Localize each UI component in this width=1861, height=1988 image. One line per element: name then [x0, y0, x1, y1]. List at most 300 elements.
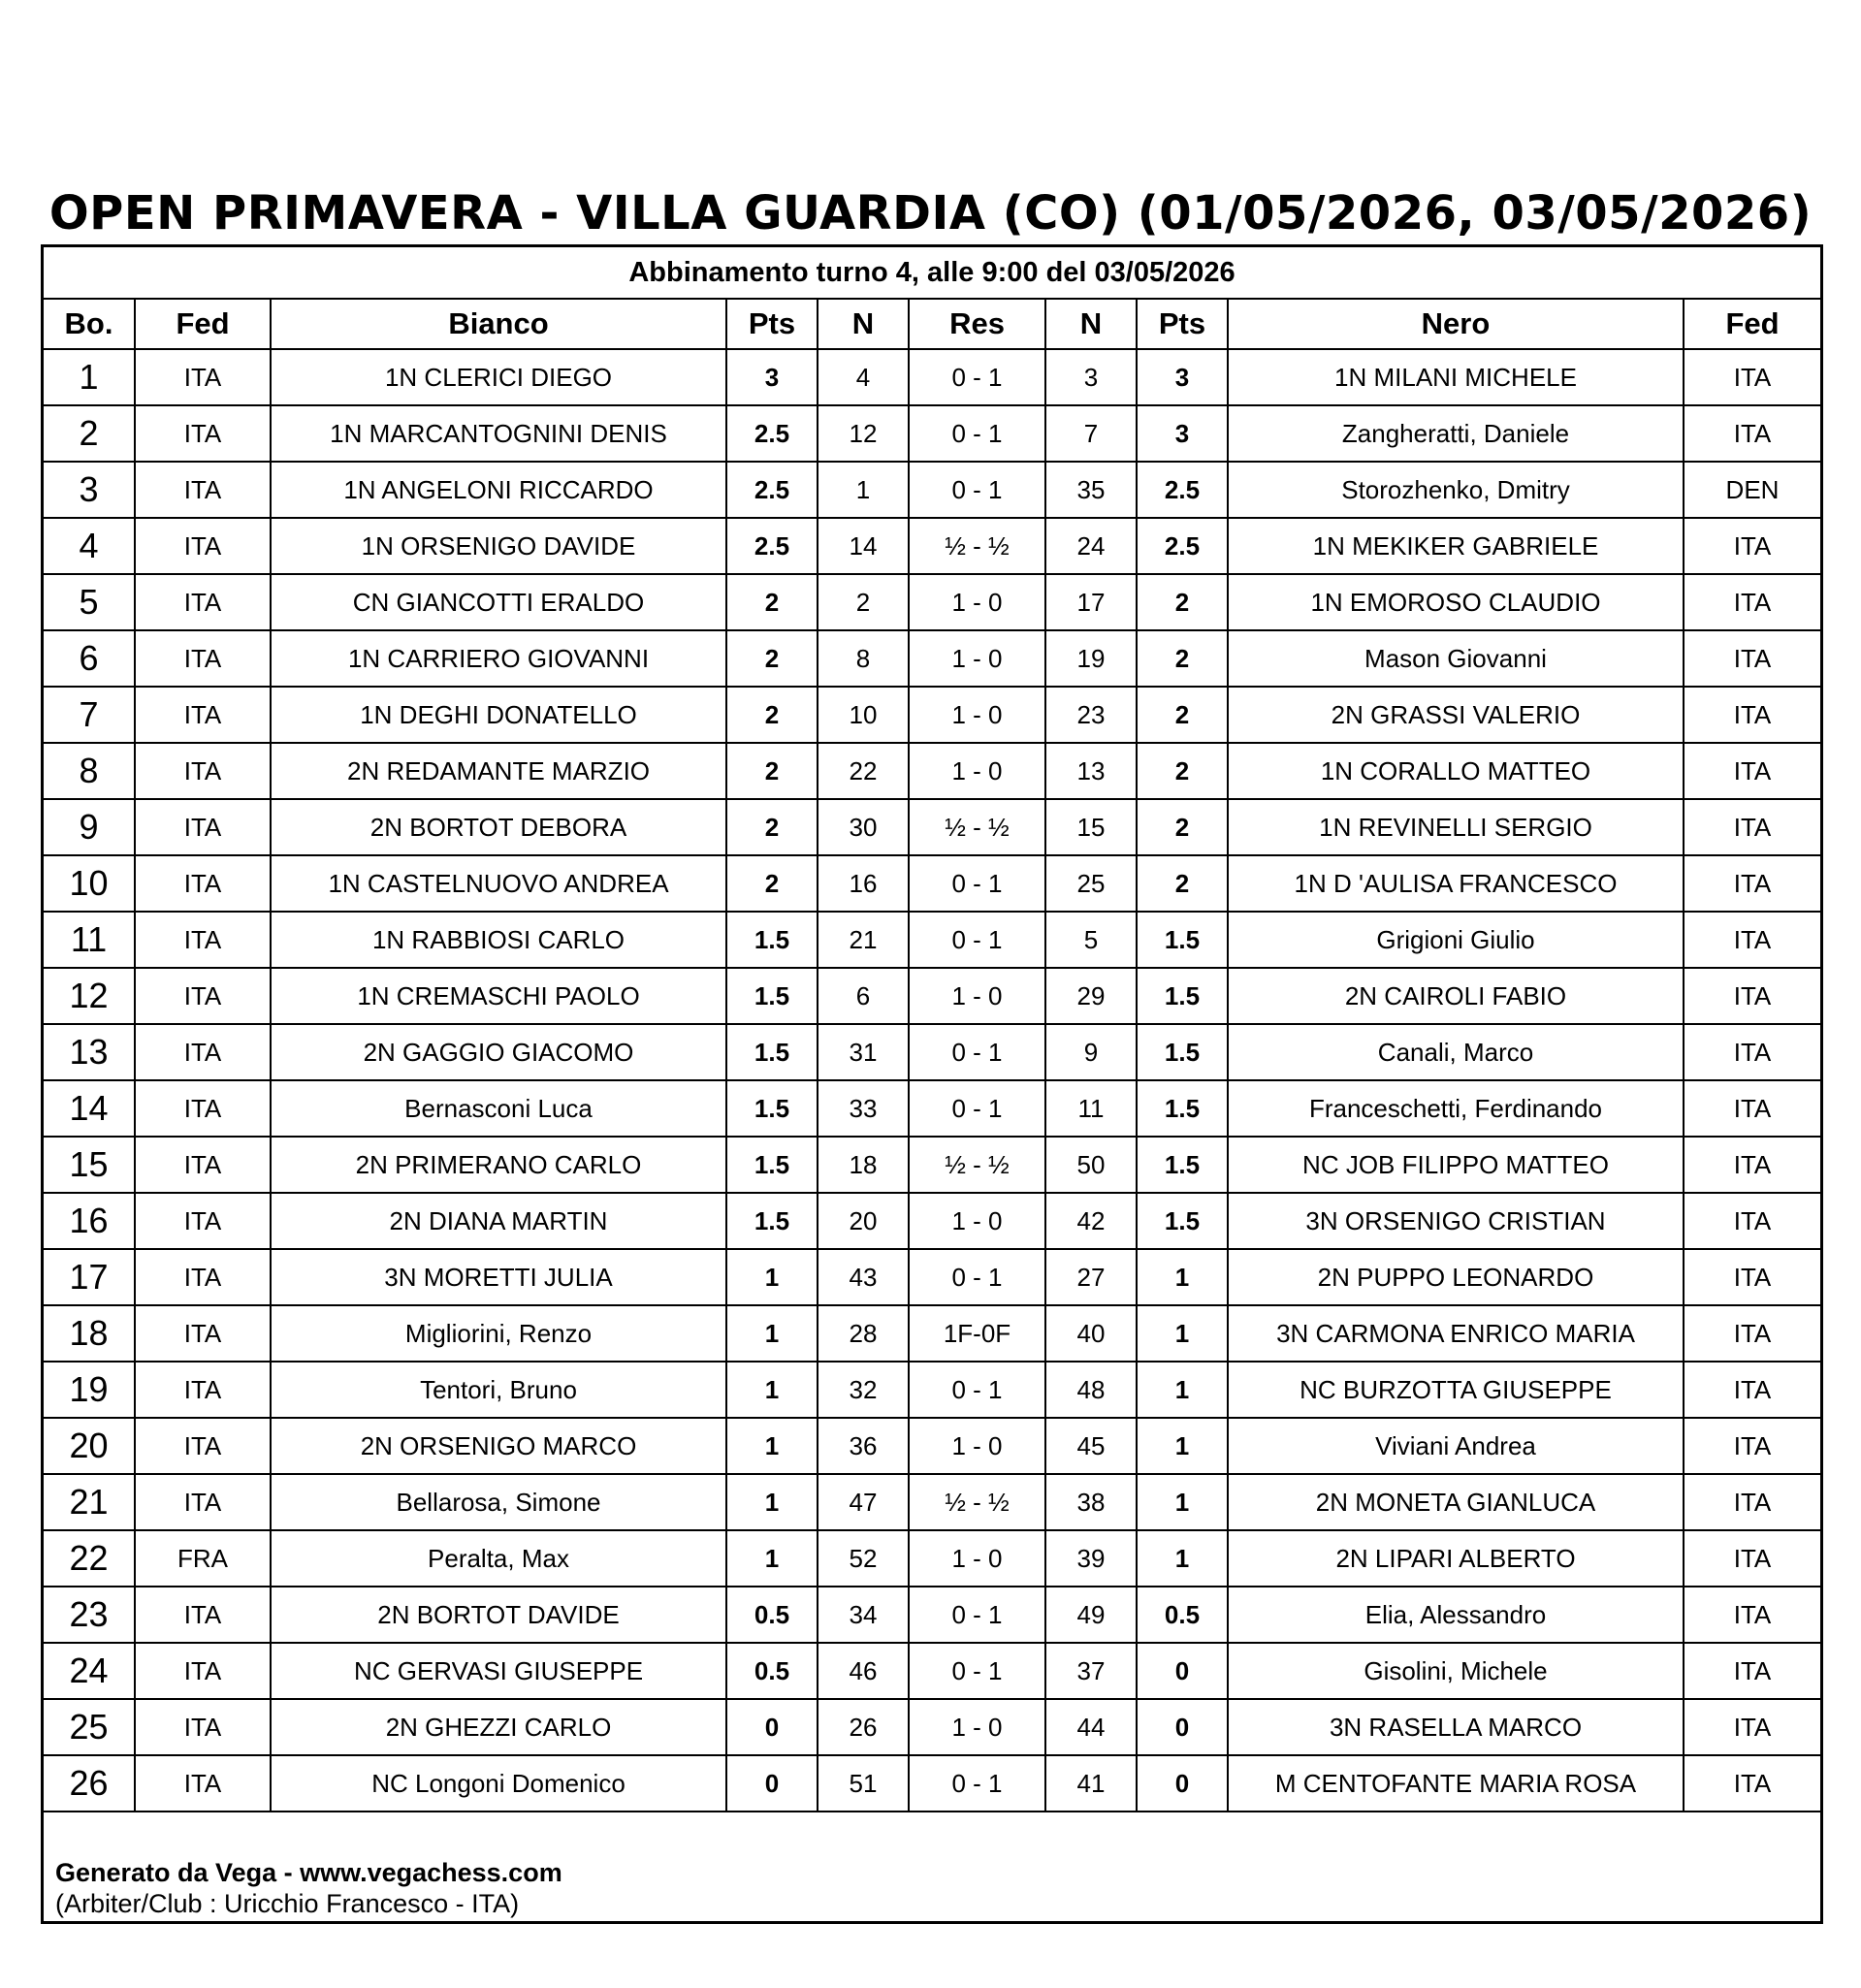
n-white: 26: [818, 1699, 909, 1755]
result: 0 - 1: [909, 1362, 1045, 1418]
result: 1 - 0: [909, 1530, 1045, 1587]
result: 0 - 1: [909, 462, 1045, 518]
fed-black: ITA: [1684, 630, 1820, 687]
result: 0 - 1: [909, 1249, 1045, 1305]
fed-white: ITA: [135, 1418, 271, 1474]
n-black: 29: [1045, 968, 1137, 1024]
header-row: [44, 299, 1820, 349]
fed-white: ITA: [135, 912, 271, 968]
fed-white: ITA: [135, 518, 271, 574]
black-player: Viviani Andrea: [1228, 1418, 1684, 1474]
white-player: 2N PRIMERANO CARLO: [271, 1137, 726, 1193]
pairings-body: [44, 349, 1820, 1812]
n-black: 35: [1045, 462, 1137, 518]
n-black: 40: [1045, 1305, 1137, 1362]
result: 0 - 1: [909, 1755, 1045, 1812]
n-white: 16: [818, 855, 909, 912]
n-black: 38: [1045, 1474, 1137, 1530]
fed-black: DEN: [1684, 462, 1820, 518]
pts-black: 0.5: [1137, 1587, 1228, 1643]
n-white: 43: [818, 1249, 909, 1305]
board-number: 19: [44, 1362, 135, 1418]
pts-black: 1: [1137, 1362, 1228, 1418]
black-player: Canali, Marco: [1228, 1024, 1684, 1080]
result: ½ - ½: [909, 1474, 1045, 1530]
table-row: [44, 855, 1820, 912]
pts-white: 1.5: [726, 1080, 818, 1137]
n-black: 17: [1045, 574, 1137, 630]
n-black: 23: [1045, 687, 1137, 743]
fed-black: ITA: [1684, 1474, 1820, 1530]
fed-black: ITA: [1684, 349, 1820, 405]
pts-black: 0: [1137, 1755, 1228, 1812]
black-player: 3N ORSENIGO CRISTIAN: [1228, 1193, 1684, 1249]
pts-black: 2: [1137, 687, 1228, 743]
arbiter-text: (Arbiter/Club : Uricchio Francesco - ITA): [55, 1889, 520, 1918]
pts-white: 1: [726, 1249, 818, 1305]
n-white: 18: [818, 1137, 909, 1193]
fed-white: ITA: [135, 630, 271, 687]
n-black: 9: [1045, 1024, 1137, 1080]
pts-black: 2: [1137, 743, 1228, 799]
pts-white: 2: [726, 574, 818, 630]
fed-white: ITA: [135, 1699, 271, 1755]
white-player: 2N DIANA MARTIN: [271, 1193, 726, 1249]
table-row: [44, 1249, 1820, 1305]
round-subtitle: Abbinamento turno 4, alle 9:00 del 03/05/2026: [628, 257, 1235, 288]
n-white: 31: [818, 1024, 909, 1080]
pts-white: 2.5: [726, 518, 818, 574]
result: 0 - 1: [909, 1587, 1045, 1643]
black-player: 3N CARMONA ENRICO MARIA: [1228, 1305, 1684, 1362]
white-player: 1N CREMASCHI PAOLO: [271, 968, 726, 1024]
n-white: 1: [818, 462, 909, 518]
n-white: 6: [818, 968, 909, 1024]
board-number: 8: [44, 743, 135, 799]
board-number: 3: [44, 462, 135, 518]
pts-white: 1.5: [726, 1137, 818, 1193]
black-player: 1N EMOROSO CLAUDIO: [1228, 574, 1684, 630]
result: 1 - 0: [909, 1699, 1045, 1755]
black-player: 3N RASELLA MARCO: [1228, 1699, 1684, 1755]
fed-white: FRA: [135, 1530, 271, 1587]
n-black: 3: [1045, 349, 1137, 405]
fed-black: ITA: [1684, 1080, 1820, 1137]
pts-black: 1: [1137, 1530, 1228, 1587]
pts-black: 2.5: [1137, 462, 1228, 518]
n-white: 32: [818, 1362, 909, 1418]
fed-black: ITA: [1684, 1755, 1820, 1812]
n-white: 30: [818, 799, 909, 855]
black-player: 2N LIPARI ALBERTO: [1228, 1530, 1684, 1587]
pts-black: 1: [1137, 1305, 1228, 1362]
white-player: 1N CLERICI DIEGO: [271, 349, 726, 405]
table-row: [44, 1587, 1820, 1643]
white-player: Bellarosa, Simone: [271, 1474, 726, 1530]
col-header-pts-white: Pts: [726, 299, 818, 349]
n-white: 51: [818, 1755, 909, 1812]
black-player: 1N REVINELLI SERGIO: [1228, 799, 1684, 855]
fed-white: ITA: [135, 1080, 271, 1137]
n-black: 42: [1045, 1193, 1137, 1249]
n-white: 46: [818, 1643, 909, 1699]
generated-by-text: Generato da Vega - www.vegachess.com: [55, 1858, 562, 1887]
fed-black: ITA: [1684, 1643, 1820, 1699]
black-player: Grigioni Giulio: [1228, 912, 1684, 968]
n-white: 14: [818, 518, 909, 574]
white-player: Tentori, Bruno: [271, 1362, 726, 1418]
table-row: [44, 1193, 1820, 1249]
white-player: 1N CARRIERO GIOVANNI: [271, 630, 726, 687]
col-header-fed-white: Fed: [135, 299, 271, 349]
result: 1 - 0: [909, 574, 1045, 630]
n-black: 24: [1045, 518, 1137, 574]
table-row: [44, 349, 1820, 405]
pts-black: 1: [1137, 1418, 1228, 1474]
black-player: Mason Giovanni: [1228, 630, 1684, 687]
table-row: [44, 405, 1820, 462]
table-row: [44, 687, 1820, 743]
fed-white: ITA: [135, 1362, 271, 1418]
white-player: NC GERVASI GIUSEPPE: [271, 1643, 726, 1699]
pts-white: 1: [726, 1305, 818, 1362]
pts-black: 1: [1137, 1474, 1228, 1530]
pts-white: 2.5: [726, 405, 818, 462]
pts-black: 1.5: [1137, 968, 1228, 1024]
col-header-board: Bo.: [44, 299, 135, 349]
n-black: 19: [1045, 630, 1137, 687]
white-player: Bernasconi Luca: [271, 1080, 726, 1137]
white-player: 1N RABBIOSI CARLO: [271, 912, 726, 968]
table-row: [44, 462, 1820, 518]
pts-black: 1: [1137, 1249, 1228, 1305]
board-number: 4: [44, 518, 135, 574]
col-header-pts-black: Pts: [1137, 299, 1228, 349]
n-white: 47: [818, 1474, 909, 1530]
n-black: 27: [1045, 1249, 1137, 1305]
black-player: Gisolini, Michele: [1228, 1643, 1684, 1699]
table-row: [44, 1080, 1820, 1137]
fed-white: ITA: [135, 574, 271, 630]
n-white: 21: [818, 912, 909, 968]
board-number: 24: [44, 1643, 135, 1699]
table-row: [44, 968, 1820, 1024]
n-white: 12: [818, 405, 909, 462]
n-white: 33: [818, 1080, 909, 1137]
n-white: 4: [818, 349, 909, 405]
white-player: 1N ORSENIGO DAVIDE: [271, 518, 726, 574]
board-number: 15: [44, 1137, 135, 1193]
result: ½ - ½: [909, 518, 1045, 574]
fed-white: ITA: [135, 1755, 271, 1812]
pts-white: 3: [726, 349, 818, 405]
white-player: 1N MARCANTOGNINI DENIS: [271, 405, 726, 462]
n-black: 41: [1045, 1755, 1137, 1812]
white-player: 1N CASTELNUOVO ANDREA: [271, 855, 726, 912]
fed-white: ITA: [135, 1193, 271, 1249]
page-title: OPEN PRIMAVERA - VILLA GUARDIA (CO) (01/05/2026, 03/05/2026): [48, 186, 1813, 240]
table-row: [44, 1474, 1820, 1530]
pts-white: 2: [726, 630, 818, 687]
col-header-fed-black: Fed: [1684, 299, 1820, 349]
fed-black: ITA: [1684, 1193, 1820, 1249]
black-player: 1N CORALLO MATTEO: [1228, 743, 1684, 799]
result: ½ - ½: [909, 1137, 1045, 1193]
white-player: 2N BORTOT DAVIDE: [271, 1587, 726, 1643]
fed-black: ITA: [1684, 1362, 1820, 1418]
n-white: 34: [818, 1587, 909, 1643]
col-header-n-black: N: [1045, 299, 1137, 349]
white-player: NC Longoni Domenico: [271, 1755, 726, 1812]
fed-white: ITA: [135, 1024, 271, 1080]
col-header-result: Res: [909, 299, 1045, 349]
fed-black: ITA: [1684, 912, 1820, 968]
pts-white: 1.5: [726, 912, 818, 968]
board-number: 1: [44, 349, 135, 405]
fed-black: ITA: [1684, 1024, 1820, 1080]
white-player: CN GIANCOTTI ERALDO: [271, 574, 726, 630]
n-black: 37: [1045, 1643, 1137, 1699]
table-row: [44, 518, 1820, 574]
pts-white: 0: [726, 1755, 818, 1812]
white-player: 2N GAGGIO GIACOMO: [271, 1024, 726, 1080]
table-row: [44, 1699, 1820, 1755]
n-black: 50: [1045, 1137, 1137, 1193]
n-black: 25: [1045, 855, 1137, 912]
fed-black: ITA: [1684, 1249, 1820, 1305]
result: 1F-0F: [909, 1305, 1045, 1362]
pairings-table: [44, 298, 1820, 1812]
black-player: 2N CAIROLI FABIO: [1228, 968, 1684, 1024]
black-player: Franceschetti, Ferdinando: [1228, 1080, 1684, 1137]
white-player: Peralta, Max: [271, 1530, 726, 1587]
board-number: 11: [44, 912, 135, 968]
n-black: 44: [1045, 1699, 1137, 1755]
n-white: 8: [818, 630, 909, 687]
n-black: 49: [1045, 1587, 1137, 1643]
fed-white: ITA: [135, 1587, 271, 1643]
pts-black: 1.5: [1137, 912, 1228, 968]
pts-white: 0.5: [726, 1643, 818, 1699]
pairings-frame: [41, 244, 1823, 1924]
fed-white: ITA: [135, 968, 271, 1024]
table-row: [44, 630, 1820, 687]
fed-black: ITA: [1684, 405, 1820, 462]
pts-white: 2: [726, 687, 818, 743]
fed-white: ITA: [135, 1137, 271, 1193]
white-player: 2N GHEZZI CARLO: [271, 1699, 726, 1755]
white-player: 1N DEGHI DONATELLO: [271, 687, 726, 743]
result: 1 - 0: [909, 1193, 1045, 1249]
n-black: 7: [1045, 405, 1137, 462]
result: 0 - 1: [909, 912, 1045, 968]
result: 0 - 1: [909, 1080, 1045, 1137]
pts-black: 1.5: [1137, 1193, 1228, 1249]
pts-white: 1: [726, 1362, 818, 1418]
n-black: 45: [1045, 1418, 1137, 1474]
result: 1 - 0: [909, 687, 1045, 743]
fed-black: ITA: [1684, 1305, 1820, 1362]
board-number: 12: [44, 968, 135, 1024]
board-number: 23: [44, 1587, 135, 1643]
result: 0 - 1: [909, 855, 1045, 912]
board-number: 10: [44, 855, 135, 912]
fed-white: ITA: [135, 349, 271, 405]
board-number: 6: [44, 630, 135, 687]
pts-white: 1: [726, 1530, 818, 1587]
black-player: 2N PUPPO LEONARDO: [1228, 1249, 1684, 1305]
white-player: Migliorini, Renzo: [271, 1305, 726, 1362]
fed-black: ITA: [1684, 799, 1820, 855]
fed-black: ITA: [1684, 1699, 1820, 1755]
result: 1 - 0: [909, 1418, 1045, 1474]
pts-white: 1.5: [726, 1024, 818, 1080]
col-header-n-white: N: [818, 299, 909, 349]
pts-black: 1.5: [1137, 1137, 1228, 1193]
fed-black: ITA: [1684, 855, 1820, 912]
black-player: NC BURZOTTA GIUSEPPE: [1228, 1362, 1684, 1418]
board-number: 18: [44, 1305, 135, 1362]
result: 0 - 1: [909, 1643, 1045, 1699]
pts-white: 2: [726, 855, 818, 912]
pts-black: 2: [1137, 630, 1228, 687]
table-row: [44, 743, 1820, 799]
black-player: Elia, Alessandro: [1228, 1587, 1684, 1643]
pts-white: 1.5: [726, 1193, 818, 1249]
fed-white: ITA: [135, 1474, 271, 1530]
pts-black: 3: [1137, 349, 1228, 405]
pts-black: 1.5: [1137, 1024, 1228, 1080]
fed-black: ITA: [1684, 968, 1820, 1024]
board-number: 2: [44, 405, 135, 462]
n-white: 10: [818, 687, 909, 743]
pts-black: 3: [1137, 405, 1228, 462]
white-player: 2N REDAMANTE MARZIO: [271, 743, 726, 799]
fed-white: ITA: [135, 743, 271, 799]
fed-black: ITA: [1684, 1530, 1820, 1587]
fed-black: ITA: [1684, 574, 1820, 630]
fed-white: ITA: [135, 855, 271, 912]
board-number: 9: [44, 799, 135, 855]
result: 0 - 1: [909, 349, 1045, 405]
board-number: 13: [44, 1024, 135, 1080]
black-player: 1N MILANI MICHELE: [1228, 349, 1684, 405]
table-row: [44, 1418, 1820, 1474]
white-player: 2N ORSENIGO MARCO: [271, 1418, 726, 1474]
pts-black: 0: [1137, 1699, 1228, 1755]
n-black: 5: [1045, 912, 1137, 968]
black-player: Zangheratti, Daniele: [1228, 405, 1684, 462]
board-number: 17: [44, 1249, 135, 1305]
pts-white: 2: [726, 799, 818, 855]
board-number: 7: [44, 687, 135, 743]
table-row: [44, 574, 1820, 630]
n-black: 15: [1045, 799, 1137, 855]
n-black: 11: [1045, 1080, 1137, 1137]
n-white: 36: [818, 1418, 909, 1474]
white-player: 3N MORETTI JULIA: [271, 1249, 726, 1305]
fed-white: ITA: [135, 1249, 271, 1305]
black-player: NC JOB FILIPPO MATTEO: [1228, 1137, 1684, 1193]
fed-black: ITA: [1684, 1137, 1820, 1193]
white-player: 2N BORTOT DEBORA: [271, 799, 726, 855]
n-black: 39: [1045, 1530, 1137, 1587]
table-row: [44, 1755, 1820, 1812]
board-number: 16: [44, 1193, 135, 1249]
fed-white: ITA: [135, 462, 271, 518]
table-row: [44, 799, 1820, 855]
n-white: 28: [818, 1305, 909, 1362]
n-white: 2: [818, 574, 909, 630]
result: ½ - ½: [909, 799, 1045, 855]
black-player: 1N MEKIKER GABRIELE: [1228, 518, 1684, 574]
pts-black: 1.5: [1137, 1080, 1228, 1137]
table-row: [44, 1362, 1820, 1418]
table-row: [44, 1305, 1820, 1362]
col-header-white: Bianco: [271, 299, 726, 349]
pts-white: 0: [726, 1699, 818, 1755]
footer: [55, 1857, 562, 1919]
pts-black: 2: [1137, 855, 1228, 912]
fed-black: ITA: [1684, 518, 1820, 574]
pts-white: 1.5: [726, 968, 818, 1024]
board-number: 25: [44, 1699, 135, 1755]
pts-black: 2: [1137, 574, 1228, 630]
pts-black: 2.5: [1137, 518, 1228, 574]
fed-black: ITA: [1684, 1587, 1820, 1643]
black-player: 2N MONETA GIANLUCA: [1228, 1474, 1684, 1530]
board-number: 14: [44, 1080, 135, 1137]
black-player: 1N D 'AULISA FRANCESCO: [1228, 855, 1684, 912]
pts-black: 0: [1137, 1643, 1228, 1699]
fed-black: ITA: [1684, 1418, 1820, 1474]
board-number: 22: [44, 1530, 135, 1587]
result: 1 - 0: [909, 630, 1045, 687]
result: 1 - 0: [909, 968, 1045, 1024]
board-number: 26: [44, 1755, 135, 1812]
n-black: 13: [1045, 743, 1137, 799]
fed-white: ITA: [135, 687, 271, 743]
n-black: 48: [1045, 1362, 1137, 1418]
pts-white: 1: [726, 1418, 818, 1474]
fed-white: ITA: [135, 405, 271, 462]
col-header-black: Nero: [1228, 299, 1684, 349]
board-number: 5: [44, 574, 135, 630]
fed-black: ITA: [1684, 743, 1820, 799]
fed-white: ITA: [135, 799, 271, 855]
pts-white: 2: [726, 743, 818, 799]
pts-white: 0.5: [726, 1587, 818, 1643]
table-row: [44, 1137, 1820, 1193]
result: 0 - 1: [909, 1024, 1045, 1080]
board-number: 20: [44, 1418, 135, 1474]
fed-black: ITA: [1684, 687, 1820, 743]
table-row: [44, 1530, 1820, 1587]
white-player: 1N ANGELONI RICCARDO: [271, 462, 726, 518]
fed-white: ITA: [135, 1643, 271, 1699]
black-player: Storozhenko, Dmitry: [1228, 462, 1684, 518]
fed-white: ITA: [135, 1305, 271, 1362]
table-row: [44, 912, 1820, 968]
n-white: 52: [818, 1530, 909, 1587]
black-player: M CENTOFANTE MARIA ROSA: [1228, 1755, 1684, 1812]
n-white: 20: [818, 1193, 909, 1249]
table-row: [44, 1024, 1820, 1080]
pts-white: 2.5: [726, 462, 818, 518]
result: 0 - 1: [909, 405, 1045, 462]
board-number: 21: [44, 1474, 135, 1530]
result: 1 - 0: [909, 743, 1045, 799]
